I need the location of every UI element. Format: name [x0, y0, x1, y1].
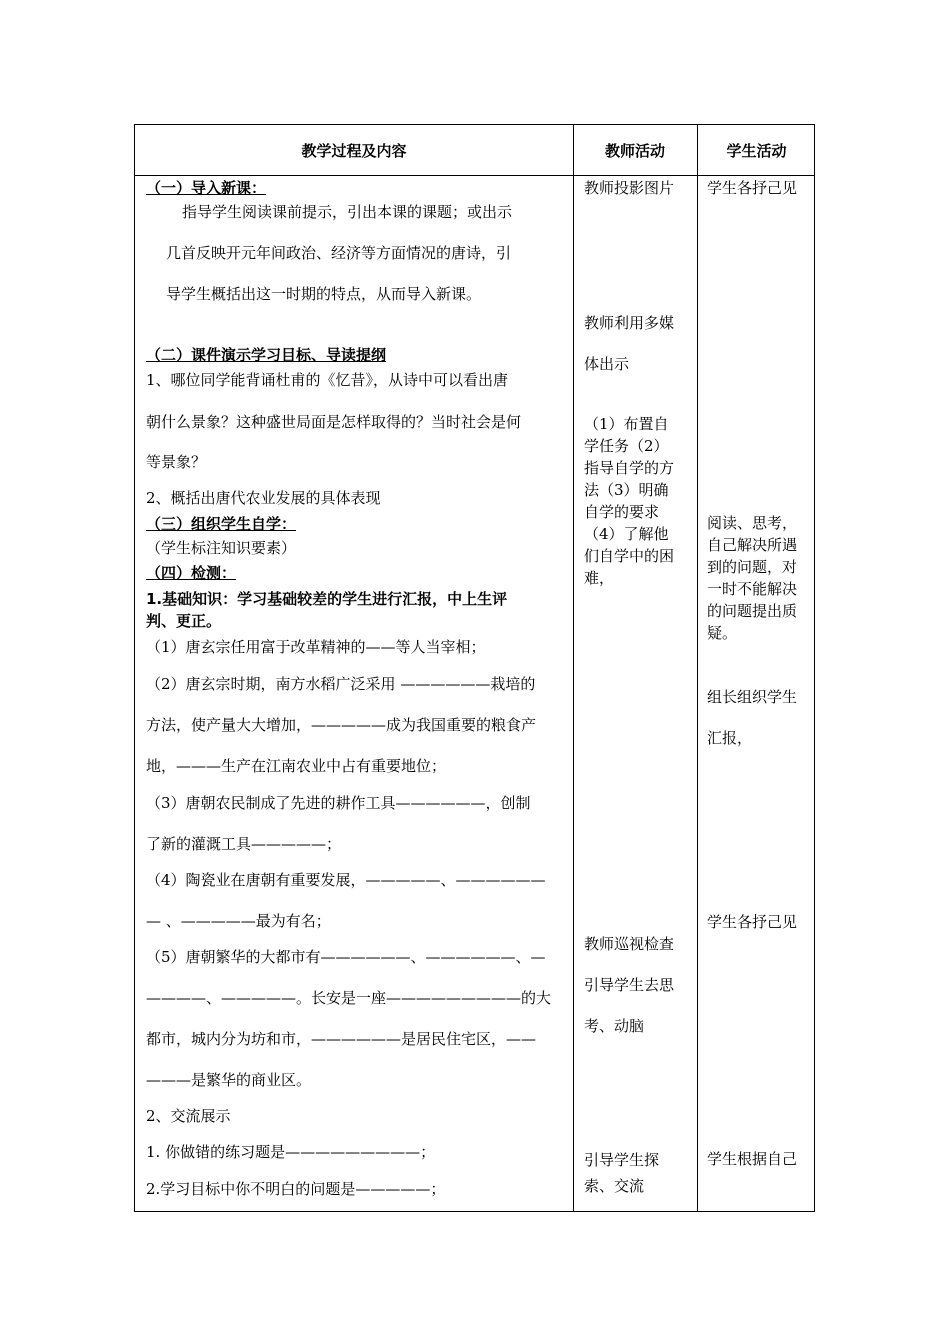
student-activity-1: 学生各抒己见 [707, 179, 798, 197]
intro-line-2: 几首反映开元年间政治、经济等方面情况的唐诗，引 [166, 244, 512, 262]
exercise-3-line-1: （3）唐朝农民制成了先进的耕作工具——————，创制 [146, 794, 531, 812]
exercise-1: （1）唐玄宗任用富于改革精神的——等人当宰相； [146, 638, 486, 656]
teacher-activity-3-line-3: 指导自学的方 [584, 459, 675, 477]
teacher-activity-4-line-1: 教师巡视检查 [584, 935, 675, 953]
teacher-activity-2-line-2: 体出示 [584, 355, 630, 373]
student-activity-4: 学生各抒己见 [707, 913, 798, 931]
student-activity-2-line-6: 疑。 [707, 624, 738, 642]
column-divider-2 [697, 125, 698, 1211]
selfstudy-note: （学生标注知识要素） [146, 539, 297, 557]
exchange-item-2: 2.学习目标中你不明白的问题是—————； [146, 1180, 446, 1198]
teacher-activity-4-line-3: 考、动脑 [584, 1017, 645, 1035]
student-activity-2-line-2: 自己解决所遇 [707, 536, 798, 554]
teacher-activity-1: 教师投影图片 [584, 179, 675, 197]
question-1-line-1: 1、哪位同学能背诵杜甫的《忆昔》，从诗中可以看出唐 [146, 371, 509, 389]
teacher-activity-3-line-1: （1）布置自 [584, 415, 669, 433]
exercise-4-line-2: — 、—————最为有名； [146, 912, 331, 930]
section-test-title: （四）检测： [146, 564, 237, 582]
question-1-line-2: 朝什么景象？这种盛世局面是怎样取得的？当时社会是何 [146, 413, 522, 431]
teacher-activity-3-line-4: 法（3）明确 [584, 481, 669, 499]
teacher-activity-3-line-7: 们自学中的困 [584, 547, 675, 565]
intro-line-1: 指导学生阅读课前提示，引出本课的课题；或出示 [182, 203, 513, 221]
student-activity-2-line-3: 到的问题，对 [707, 558, 798, 576]
header-divider [135, 175, 814, 176]
exercise-3-line-2: 了新的灌溉工具—————； [146, 835, 342, 853]
exercise-5-line-4: ———是繁华的商业区。 [146, 1071, 312, 1089]
teacher-activity-5-line-1: 引导学生探 [584, 1151, 660, 1169]
student-activity-2-line-5: 的问题提出质 [707, 602, 798, 620]
student-activity-3-line-1: 组长组织学生 [707, 688, 798, 706]
exercise-2-line-2: 方法，使产量大大增加，—————成为我国重要的粮食产 [146, 716, 537, 734]
teacher-activity-5-line-2: 索、交流 [584, 1177, 645, 1195]
section-intro-title: （一）导入新课： [146, 179, 267, 197]
exchange-title: 2、交流展示 [146, 1107, 231, 1125]
teacher-activity-3-line-2: 学任务（2） [584, 437, 669, 455]
teacher-activity-3-line-8: 难， [584, 569, 615, 587]
header-teacher-activity: 教师活动 [604, 141, 665, 160]
teacher-activity-2-line-1: 教师利用多媒 [584, 314, 675, 332]
test-lead-line-2: 判、更正。 [146, 612, 222, 630]
student-activity-2-line-1: 阅读、思考， [707, 514, 798, 532]
section-goals-title: （二）课件演示学习目标、导读提纲 [146, 346, 387, 364]
exercise-5-line-2: ————、—————。长安是一座—————————的大 [146, 989, 552, 1007]
exercise-5-line-3: 都市，城内分为坊和市，——————是居民住宅区，—— [146, 1030, 537, 1048]
column-divider-1 [573, 125, 574, 1211]
exercise-4-line-1: （4）陶瓷业在唐朝有重要发展，—————、—————— [146, 871, 546, 889]
header-student-activity: 学生活动 [726, 141, 787, 160]
section-selfstudy-title: （三）组织学生自学： [146, 515, 297, 533]
teacher-activity-3 [584, 413, 688, 589]
header-process-content: 教学过程及内容 [301, 141, 407, 160]
teacher-activity-3-line-6: （4）了解他 [584, 525, 669, 543]
teacher-activity-3-line-5: 自学的要求 [584, 503, 660, 521]
student-activity-3-line-2: 汇报， [707, 729, 753, 747]
student-activity-2 [707, 512, 811, 644]
intro-line-3: 导学生概括出这一时期的特点，从而导入新课。 [166, 285, 482, 303]
teacher-activity-4-line-2: 引导学生去思 [584, 976, 675, 994]
exercise-2-line-3: 地，———生产在江南农业中占有重要地位； [146, 757, 447, 775]
question-1-line-3: 等景象？ [146, 453, 207, 471]
question-2: 2、概括出唐代农业发展的具体表现 [146, 489, 381, 507]
test-lead-line-1: 1.基础知识：学习基础较差的学生进行汇报，中上生评 [146, 590, 508, 608]
student-activity-5: 学生根据自己 [707, 1150, 798, 1168]
exchange-item-1: 1. 你做错的练习题是—————————； [146, 1143, 436, 1161]
exercise-2-line-1: （2）唐玄宗时期，南方水稻广泛采用 ——————栽培的 [146, 675, 536, 693]
student-activity-2-line-4: 一时不能解决 [707, 580, 798, 598]
exercise-5-line-1: （5）唐朝繁华的大都市有——————、——————、— [146, 948, 546, 966]
